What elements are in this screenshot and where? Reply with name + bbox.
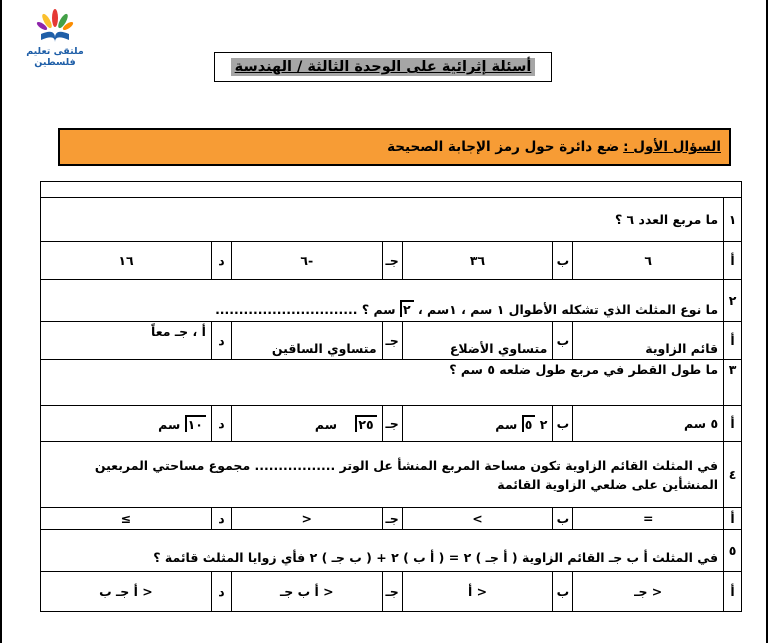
option-letter[interactable]: جـ (382, 572, 402, 612)
option-letter[interactable]: د (211, 322, 231, 360)
options-row-2 (41, 322, 742, 360)
question-text: ما طول القطر في مربع طول ضلعه ٥ سم ؟ (41, 360, 724, 406)
site-logo (14, 4, 96, 68)
square-root-symbol (522, 415, 536, 432)
root-value: ٢٥ (358, 417, 374, 432)
option-value: قائم الزاوية (573, 322, 724, 360)
option-letter[interactable]: أ (724, 572, 742, 612)
question-row-4 (41, 442, 742, 508)
option-value: -٦ (231, 242, 382, 280)
option-value: متساوي الأضلاع (402, 322, 553, 360)
option-value: = (573, 508, 724, 530)
option-value: أ ، جـ معاً (41, 322, 212, 360)
option-value: ١٦ (41, 242, 212, 280)
option-letter[interactable]: ب (553, 242, 573, 280)
options-row-4 (41, 508, 742, 530)
option-value: > (402, 508, 553, 530)
options-row-3 (41, 406, 742, 442)
root-value: ٢ (402, 302, 411, 317)
option-letter[interactable]: جـ (382, 508, 402, 530)
option-letter[interactable]: أ (724, 242, 742, 280)
title-box (214, 52, 552, 82)
logo-text: ملتقى تعليم فلسطين (26, 46, 84, 68)
option-value: < جـ (573, 572, 724, 612)
option-letter[interactable]: أ (724, 322, 742, 360)
square-root-symbol (185, 415, 206, 432)
question-text (41, 280, 724, 322)
option-value: < أ جـ ب (41, 572, 212, 612)
option-value (41, 406, 212, 442)
option-value: ٣٦ (402, 242, 553, 280)
question-number: ٣ (724, 360, 742, 406)
option-unit: سم (495, 417, 518, 432)
option-letter[interactable]: د (211, 242, 231, 280)
questions-table (40, 181, 742, 612)
root-value: ١٠ (187, 417, 203, 432)
option-value: < (231, 508, 382, 530)
section-label: السؤال الأول : (623, 139, 721, 155)
question-text: في المثلث القائم الزاوية تكون مساحة المربع المنشأ عل الوتر ................. مجموع مساحتي المربعين المنشأين على ضلعي الزاوية القائمة (41, 442, 724, 508)
option-letter[interactable]: ب (553, 572, 573, 612)
option-coefficient: ٢ (539, 417, 548, 432)
question-number: ١ (724, 198, 742, 242)
option-value: ≥ (41, 508, 212, 530)
book-flower-icon (35, 4, 75, 44)
question-number: ٥ (724, 530, 742, 572)
page-border-left (0, 0, 2, 643)
option-value: < أ ب جـ (231, 572, 382, 612)
option-letter[interactable]: جـ (382, 322, 402, 360)
option-value: متساوي الساقين (231, 322, 382, 360)
spacer-row (41, 182, 742, 198)
question-row-3 (41, 360, 742, 406)
option-unit: سم (158, 417, 181, 432)
question-row-1 (41, 198, 742, 242)
question-text: ما مربع العدد ٦ ؟ (41, 198, 724, 242)
question-row-2 (41, 280, 742, 322)
option-value (231, 406, 382, 442)
page-title: أسئلة إثرائية على الوحدة الثالثة / الهندسة (231, 58, 536, 76)
option-letter[interactable]: د (211, 572, 231, 612)
options-row-1 (41, 242, 742, 280)
option-letter[interactable]: ب (553, 406, 573, 442)
question-row-5 (41, 530, 742, 572)
option-value (402, 406, 553, 442)
question-number: ٤ (724, 442, 742, 508)
option-letter[interactable]: ب (553, 322, 573, 360)
option-letter[interactable]: د (211, 508, 231, 530)
option-letter[interactable]: جـ (382, 242, 402, 280)
root-value: ٥ (524, 417, 533, 432)
square-root-symbol (400, 300, 414, 317)
question-number: ٢ (724, 280, 742, 322)
options-row-5 (41, 572, 742, 612)
option-unit: سم (314, 417, 337, 432)
question-text-before: ما نوع المثلث الذي تشكله الأطوال ١ سم ، ١سم ، (417, 302, 719, 317)
option-value: < أ (402, 572, 553, 612)
question-text: في المثلث أ ب جـ القائم الزاوية ( أ جـ ) ٢ = ( أ ب ) ٢ + ( ب جـ ) ٢ فأي زوايا المثلث قائمة ؟ (41, 530, 724, 572)
square-root-symbol (355, 415, 376, 432)
option-value: ٥ سم (573, 406, 724, 442)
option-letter[interactable]: جـ (382, 406, 402, 442)
option-letter[interactable]: ب (553, 508, 573, 530)
option-value: ٦ (573, 242, 724, 280)
section-header (58, 128, 731, 166)
option-letter[interactable]: أ (724, 508, 742, 530)
option-letter[interactable]: أ (724, 406, 742, 442)
question-text-after: سم ؟ .............................. (215, 302, 396, 317)
option-letter[interactable]: د (211, 406, 231, 442)
section-instruction: ضع دائرة حول رمز الإجابة الصحيحة (387, 139, 620, 155)
